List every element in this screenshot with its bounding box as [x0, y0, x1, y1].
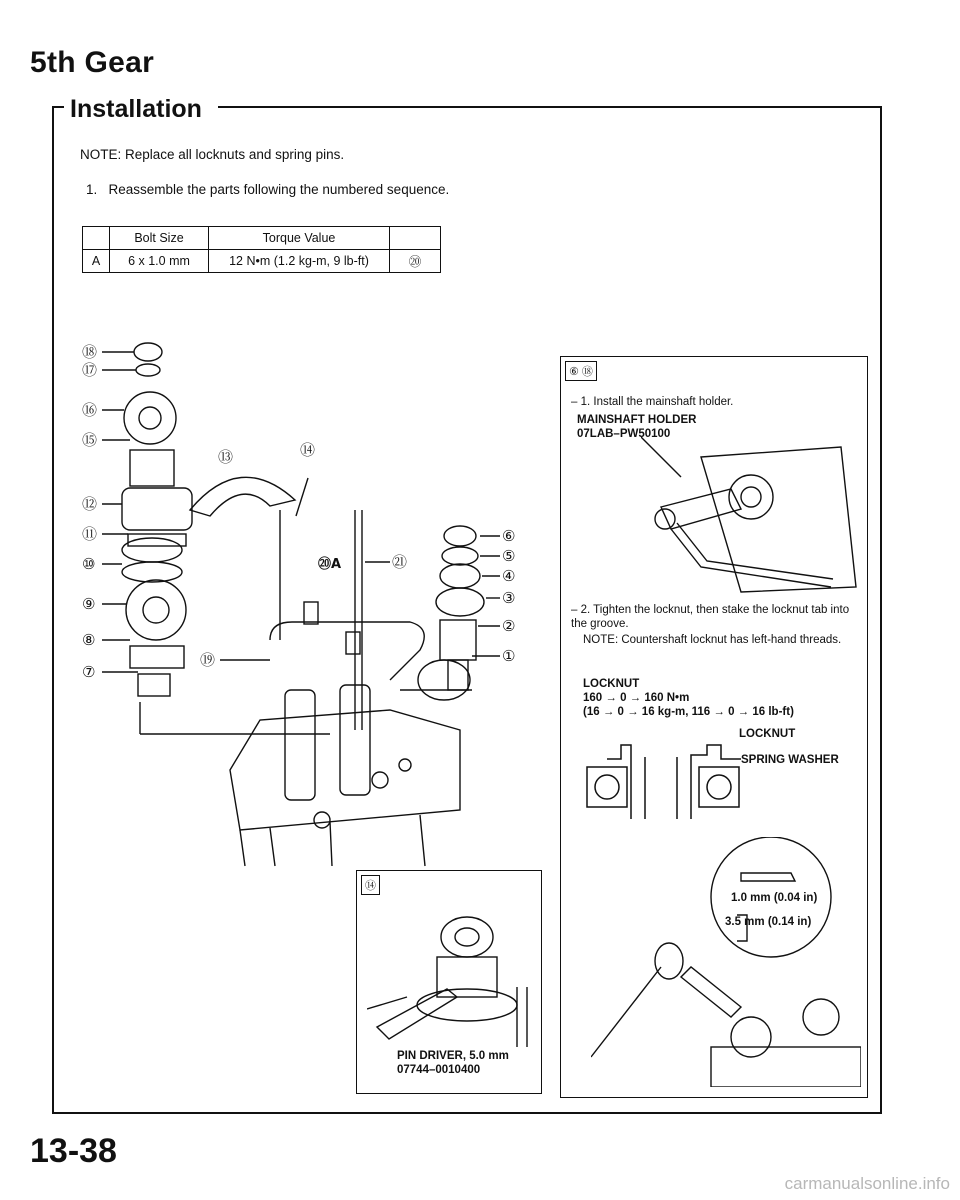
staking-illustration — [591, 837, 861, 1087]
header-blank — [83, 227, 110, 250]
row-size: 6 x 1.0 mm — [110, 250, 209, 273]
watermark: carmanualsonline.info — [784, 1174, 950, 1193]
locknut-stake-illustration — [581, 737, 761, 827]
callout-9: ⑨ — [82, 595, 96, 613]
locknut-torque-seq: 160 → 0 → 160 N•m — [583, 692, 690, 704]
callout-21: ㉑ — [392, 553, 408, 571]
step-1 — [86, 182, 449, 197]
note-text: NOTE: Replace all locknuts and spring pins. — [80, 147, 345, 162]
step-1-number: 1. — [86, 182, 98, 197]
callout-6: ⑥ — [502, 527, 516, 545]
pin-driver-illustration — [367, 897, 537, 1047]
exploded-gear-diagram — [60, 310, 560, 870]
callout-17: ⑰ — [82, 361, 98, 379]
locknut-label: LOCKNUT — [583, 678, 640, 690]
header-bolt-size: Bolt Size — [110, 227, 209, 250]
pin-tool-name: PIN DRIVER, 5.0 mm — [397, 1050, 509, 1062]
panel-step-1: – 1. Install the mainshaft holder. — [571, 396, 734, 408]
callout-4: ④ — [502, 567, 516, 585]
panel-step-2-note: NOTE: Countershaft locknut has left-hand threads. — [583, 634, 842, 646]
stake-depth-2: 3.5 mm (0.14 in) — [725, 916, 812, 928]
tool-name: MAINSHAFT HOLDER — [577, 414, 697, 426]
callout-2: ② — [502, 617, 516, 635]
spring-washer-label: SPRING WASHER — [741, 754, 839, 766]
callout-16: ⑯ — [82, 401, 98, 419]
torque-table — [82, 226, 441, 273]
panel-step-2: – 2. Tighten the locknut, then stake the locknut tab into the groove. — [571, 604, 850, 630]
callout-10: ⑩ — [82, 555, 96, 573]
row-code: A — [83, 250, 110, 273]
table-row — [83, 250, 441, 273]
step-1-text: Reassemble the parts following the numbered sequence. — [108, 182, 450, 197]
mainshaft-holder-panel — [560, 356, 868, 1098]
callout-5: ⑤ — [502, 547, 516, 565]
header-torque-value: Torque Value — [209, 227, 390, 250]
locknut-torque-seq-alt: (16 → 0 → 16 kg-m, 116 → 0 → 16 lb-ft) — [583, 706, 794, 718]
mainshaft-holder-illustration — [641, 437, 863, 597]
callout-12: ⑫ — [82, 495, 98, 513]
callout-11: ⑪ — [82, 525, 98, 543]
row-value: 12 N•m (1.2 kg-m, 9 lb-ft) — [209, 250, 390, 273]
callout-19: ⑲ — [200, 651, 216, 669]
page-title: 5th Gear — [30, 46, 155, 79]
page-number: 13-38 — [30, 1132, 117, 1170]
locknut-label-2: LOCKNUT — [739, 728, 796, 740]
pin-panel-ref: ⑭ — [361, 875, 380, 895]
panel-refs: ⑥ ⑱ — [565, 361, 597, 381]
section-title: Installation — [70, 95, 202, 123]
callout-1: ① — [502, 647, 516, 665]
callout-20a: ⑳A — [318, 557, 342, 572]
pin-tool-part-number: 07744–0010400 — [397, 1064, 481, 1076]
torque-table-header — [83, 227, 441, 250]
callout-15: ⑮ — [82, 431, 98, 449]
callout-14: ⑭ — [300, 441, 316, 459]
tool-part-number: 07LAB–PW50100 — [577, 428, 671, 440]
stake-depth-1: 1.0 mm (0.04 in) — [731, 892, 818, 904]
pin-driver-panel — [356, 870, 542, 1094]
callout-13: ⑬ — [218, 448, 234, 466]
callout-8: ⑧ — [82, 631, 96, 649]
callout-18: ⑱ — [82, 343, 98, 361]
row-ref: ⑳ — [390, 250, 441, 273]
callout-3: ③ — [502, 589, 516, 607]
callout-7: ⑦ — [82, 663, 96, 681]
header-ref-blank — [390, 227, 441, 250]
